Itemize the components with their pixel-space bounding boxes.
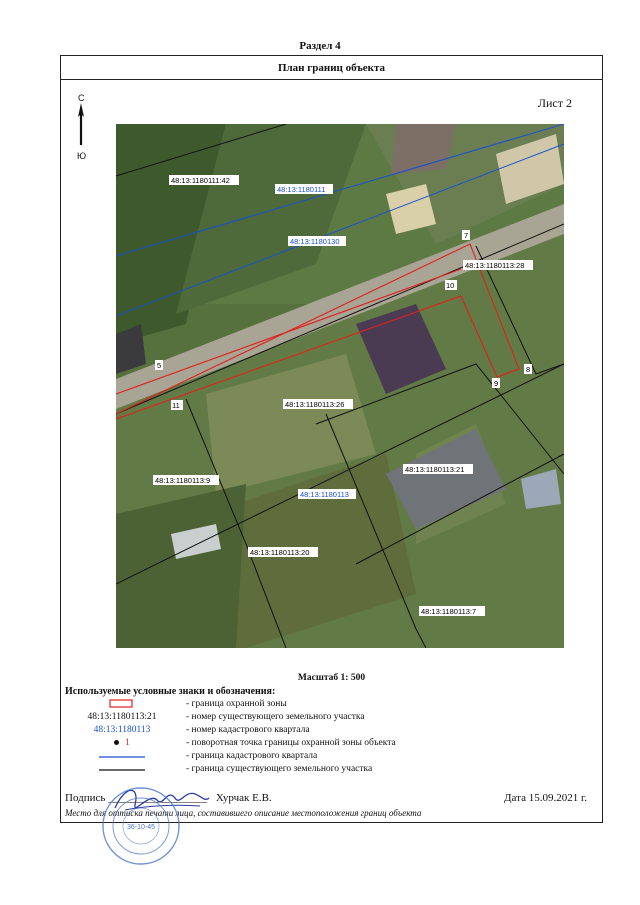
- quarter-label: 48:13:1180111: [277, 185, 326, 194]
- plan-title: План границ объекта: [61, 56, 602, 80]
- legend-title: Используемые условные знаки и обозначения:: [65, 686, 276, 697]
- cadastral-map: [116, 124, 564, 648]
- sheet-label: Лист 2: [537, 96, 572, 110]
- section-title: Раздел 4: [299, 40, 341, 52]
- parcel-label: 48:13:1180113:20: [250, 548, 310, 557]
- legend-item: - граница существующего земельного участка: [186, 764, 373, 774]
- plan-frame: [60, 55, 603, 823]
- point-label: 5: [157, 361, 162, 370]
- stamp-place-note: Место для оттиска печати лица, составившего описание местоположения границ объекта: [65, 808, 422, 818]
- parcel-label: 48:13:1180113:9: [155, 476, 211, 485]
- quarter-label: 48:13:1180113: [300, 490, 349, 499]
- point-label: 9: [494, 379, 499, 388]
- parcel-label: 48:13:1180113:28: [465, 261, 525, 270]
- point-label: 10: [446, 281, 455, 290]
- quarter-label: 48:13:1180130: [290, 237, 340, 246]
- compass-north: С: [78, 93, 85, 103]
- signature-line: Подпись __________________ Хурчак Е.В. Дата 15.09.2021 г.: [65, 792, 587, 804]
- stamp-seal-icon: [100, 785, 182, 867]
- point-label: 11: [172, 401, 180, 410]
- point-label: 8: [526, 365, 531, 374]
- point-label: 7: [464, 231, 469, 240]
- parcel-label: 48:13:1180113:26: [285, 400, 345, 409]
- parcel-label: 48:13:1180113:21: [405, 465, 465, 474]
- parcel-label: 48:13:1180113:7: [421, 607, 477, 616]
- map-scale: Масштаб 1: 500: [297, 673, 366, 683]
- north-arrow-icon: [71, 93, 91, 163]
- legend-item: - граница кадастрового квартала: [186, 751, 318, 761]
- legend-item: 48:13:1180113 - номер кадастрового квартала: [93, 725, 310, 735]
- legend-item: 1 - поворотная точка границы охранной зоны объекта: [61, 738, 581, 751]
- legend-item: - граница охранной зоны: [61, 699, 581, 712]
- svg-text:36-10-45: 36-10-45: [126, 824, 156, 831]
- parcel-label: 48:13:1180111:42: [171, 176, 230, 185]
- legend-item: 48:13:1180113:21 - номер существующего земельного участка: [87, 712, 365, 722]
- compass-south: Ю: [77, 151, 87, 161]
- point-icon: [114, 740, 119, 745]
